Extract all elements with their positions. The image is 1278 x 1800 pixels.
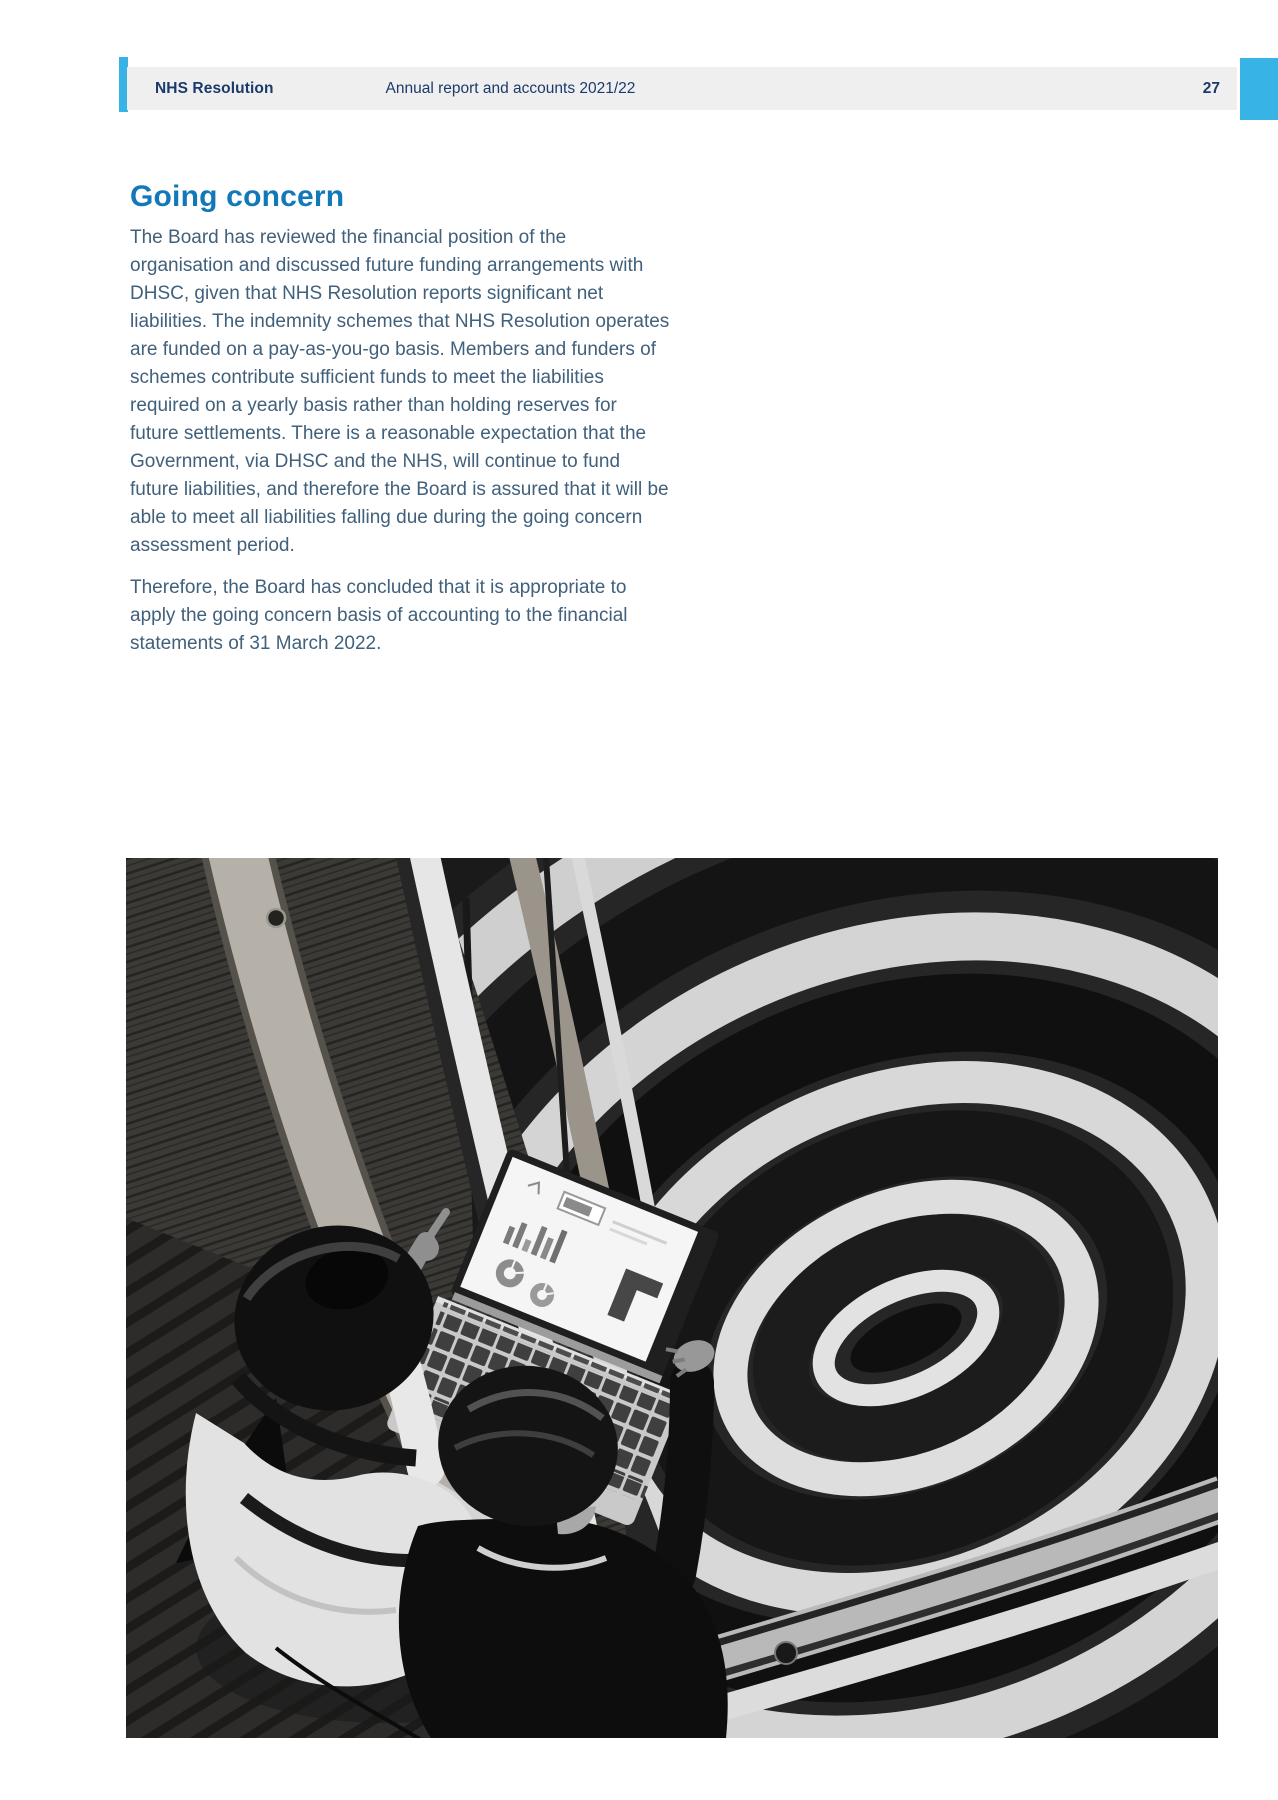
document-title: Annual report and accounts 2021/22: [385, 79, 636, 97]
photo-illustration: [126, 858, 1218, 1738]
page-number: 27: [1202, 79, 1220, 97]
page-header: [127, 67, 1237, 110]
man-arm: [674, 1382, 692, 1574]
brand-name: NHS Resolution: [155, 79, 274, 97]
body-copy: [130, 224, 670, 672]
paragraph: Therefore, the Board has concluded that it is appropriate to apply the going concern basis of accounting to the financial statements of 31 March 2022.: [130, 577, 628, 654]
rail-screw: [267, 909, 285, 927]
photo: [126, 858, 1218, 1738]
paragraph: The Board has reviewed the financial position of the organisation and discussed future funding arrangements with DHSC, given that NHS Resolution reports significant net liabilities. The indemnity schemes that NHS Resolution operates are funded on a pay-as-you-go basis. Members and funders of schemes contribute sufficient funds to meet the liabilities required on a yearly basis rather than holding reserves for future settlements. There is a reasonable expectation that the Government, via DHSC and the NHS, will continue to fund future liabilities, and therefore the Board is assured that it will be able to meet all liabilities falling due during the going concern assessment period.: [130, 227, 670, 556]
section-heading: Going concern: [130, 180, 345, 213]
page-edge-tab: [1240, 58, 1278, 120]
rail-knob: [775, 1642, 797, 1664]
